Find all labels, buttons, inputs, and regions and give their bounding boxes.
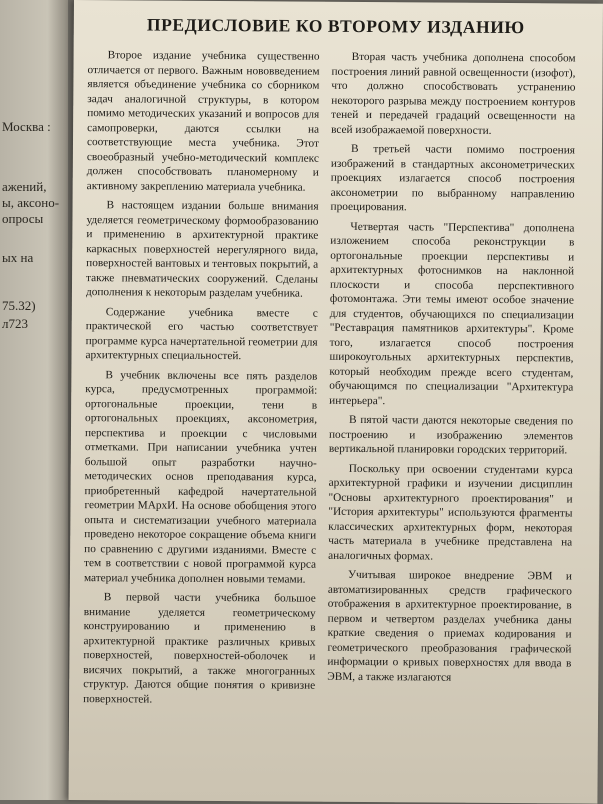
prev-page-fragment: опросы xyxy=(2,211,44,226)
prev-page-fragment: 75.32) xyxy=(2,298,36,313)
paragraph: Поскольку при освоении студентами курса архитектурной графики и изучении дисциплин "Основы архитектурного проектирования" и "История архитектуры" используются фрагменты классических архитектурных форм, некоторая часть материала в учебнике представлена на аналогичных формах. xyxy=(328,462,573,563)
paragraph: В настоящем издании больше внимания уделяется геометрическому формообразованию и применению в архитектурной практике каркасных поверхностей нерегулярного вида, поверхностей вантовых и тентовых покрытий, а также пневматических сооружений. Сделаны дополнения к некоторым разделам учебника. xyxy=(85,199,319,300)
previous-page-edge xyxy=(0,0,68,800)
right-column xyxy=(327,50,575,691)
paragraph: В первой части учебника большое внимание уделяется геометрическому конструированию и применению в архитектурной практике различных кривых поверхностей, поверхностей-оболочек и висячих покрытий, а также многогранных структур. Даются общие понятия о кривизне поверхностей. xyxy=(83,591,316,706)
paragraph: В третьей части помимо построения изображений в стандартных аксонометрических проекциях излагается способ построения аксонометрии по выбранному направлению проецирования. xyxy=(330,142,576,214)
paragraph: В пятой части даются некоторые сведения по построению и изображению элементов вертикальной планировки городских территорий. xyxy=(328,413,574,457)
left-column xyxy=(83,48,320,713)
paragraph: Учитывая широкое внедрение ЭВМ и автоматизированных средств графического отображения в архитектурное проектирование, в первом и четвертом разделах учебника даны краткие сведения о приемах кодирования и геометрического преобразования графической информации о кривых поверхностях для ввода в ЭВМ, а также излагаются xyxy=(327,568,573,684)
paragraph: Четвертая часть "Перспектива" дополнена изложением способа реконструкции в ортогональные проекции перспективы и архитектурных фотоснимков на наклонной плоскости и способа перспективного фотомонтажа. Эти темы имеют особое значение для студентов, обучающихся по специализации "Реставрация памятников архитектуры". Кроме того, излагается способ построения широкоугольных архитектурных перспектив, который необходим прежде всего студентам, обучающимся по специализации "Архитектура интерьера". xyxy=(329,220,575,407)
prev-page-fragment: ы, аксоно- xyxy=(2,195,60,210)
prev-page-fragment: ых на xyxy=(2,250,34,265)
paragraph: Содержание учебника вместе с практической его частью соответствует программе курса начертательной геометрии для архитектурных специальностей. xyxy=(85,305,318,363)
book-page xyxy=(68,0,603,804)
paragraph: Вторая часть учебника дополнена способом построения линий равной освещенности (изофот), что должно способствовать устранению некоторого разрыва между построением контуров теней и передачей градаций освещенности на всей изображаемой поверхности. xyxy=(331,50,576,137)
prev-page-fragment: Москва : xyxy=(2,119,51,134)
paragraph: В учебник включены все пять разделов курса, предусмотренных программой: ортогональные проекции, тени в ортогональных проекциях, аксонометрия, перспектива и проекции с числовыми отметками. При написании учебника учтен большой опыт разработки научно-методических основ преподавания курса, приобретенный кафедрой начертательной геометрии МАрхИ. На основе обобщения этого опыта и систематизации учебного материала проведено некоторое сокращение объема книги по сравнению с другими изданиями. Вместе с тем в соответствии с новой программой курса материал учебника дополнен новыми темами. xyxy=(83,368,318,586)
page-title: ПРЕДИСЛОВИЕ КО ВТОРОМУ ИЗДАНИЮ xyxy=(146,14,525,38)
paragraph: Второе издание учебника существенно отличается от первого. Важным нововведением является объединение учебника со сборником задач аналогичной структуры, в котором помимо методических указаний и вопросов для самопроверки, даются ссылки на соответствующие места учебника. Этот своеобразный учебно-методический комплекс должен способствовать планомерному и активному закреплению материала учебника. xyxy=(86,49,320,194)
prev-page-fragment: ажений, xyxy=(2,179,47,194)
prev-page-fragment: л723 xyxy=(2,316,28,331)
